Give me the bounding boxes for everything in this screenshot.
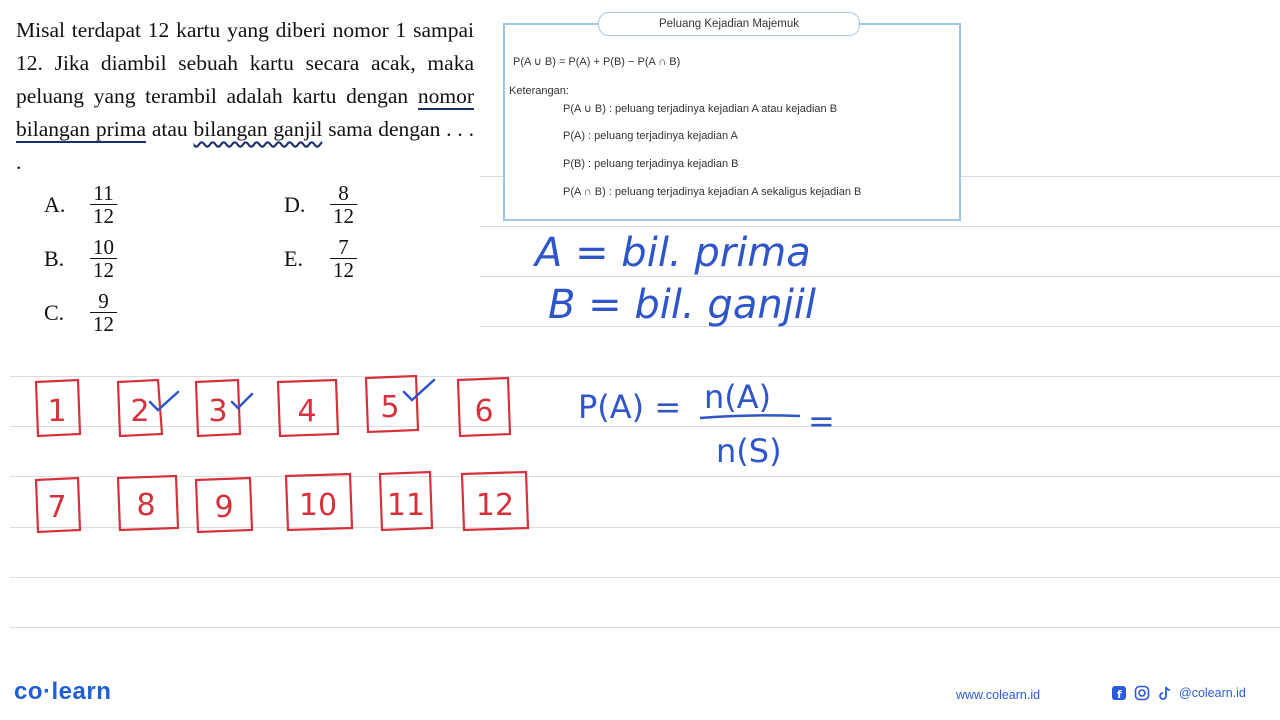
footer-social	[1110, 684, 1246, 702]
hand-line-a: A = bil. prima	[535, 230, 811, 276]
hand-line-b: B = bil. ganjil	[548, 282, 817, 328]
check-mark	[404, 380, 434, 400]
fraction: $\frac{11}{12}$	[90, 182, 117, 227]
formula-main: P(A ∪ B) = P(A) + P(B) − P(A ∩ B)	[513, 56, 681, 68]
option-b[interactable]: B. $\frac{10}{12}$	[44, 236, 117, 281]
card-number: 5	[380, 390, 400, 425]
fraction: $\frac{10}{12}$	[90, 236, 117, 281]
card-number: 10	[298, 488, 338, 523]
hand-equals: =	[808, 402, 835, 440]
keterangan-item: P(B) : peluang terjadinya kejadian B	[563, 158, 739, 170]
highlight-prime: nomor bilangan prima	[16, 84, 474, 141]
formula-box-title: Peluang Kejadian Majemuk	[598, 12, 860, 36]
check-mark	[150, 392, 178, 410]
tiktok-icon[interactable]	[1156, 684, 1174, 702]
social-handle[interactable]: @colearn.id	[1179, 686, 1246, 700]
option-c[interactable]: C. $\frac{9}{12}$	[44, 290, 117, 335]
fraction: $\frac{9}{12}$	[90, 290, 117, 335]
keterangan-item: P(A ∪ B) : peluang terjadinya kejadian A atau kejadian B	[563, 103, 838, 115]
option-a[interactable]: A. $\frac{11}{12}$	[44, 182, 117, 227]
card-number: 11	[386, 488, 426, 523]
check-mark	[232, 394, 252, 408]
fraction-bar	[700, 415, 800, 418]
instagram-icon[interactable]	[1133, 684, 1151, 702]
card-number: 3	[208, 394, 228, 429]
question-text: Misal terdapat 12 kartu yang diberi nomor 1 sampai 12. Jika diambil sebuah kartu secara acak, maka peluang yang terambil adalah kartu dengan nomor bilangan prima atau bilangan ganjil sama dengan . . . .	[16, 18, 474, 174]
option-e[interactable]: E. $\frac{7}{12}$	[284, 236, 357, 281]
facebook-icon[interactable]	[1110, 684, 1128, 702]
card-number: 4	[297, 394, 317, 429]
hand-formula-lhs: P(A) =	[578, 388, 682, 426]
card-number: 2	[130, 394, 150, 429]
card-number: 9	[214, 490, 234, 525]
keterangan-item: P(A ∩ B) : peluang terjadinya kejadian A sekaligus kejadian B	[563, 186, 862, 198]
footer-url[interactable]: www.colearn.id	[956, 688, 1041, 702]
card-number: 1	[47, 394, 67, 429]
fraction: $\frac{8}{12}$	[330, 182, 357, 227]
fraction: $\frac{7}{12}$	[330, 236, 357, 281]
highlight-odd: bilangan ganjil	[193, 117, 323, 141]
hand-denominator: n(S)	[716, 432, 782, 470]
card-number: 12	[475, 488, 515, 523]
colearn-logo: co·learn	[14, 678, 112, 705]
card-number: 8	[136, 488, 156, 523]
card-number: 6	[474, 394, 494, 429]
svg-text:f: f	[1117, 688, 1122, 701]
option-d[interactable]: D. $\frac{8}{12}$	[284, 182, 357, 227]
keterangan-label: Keterangan:	[509, 85, 569, 97]
keterangan-item: P(A) : peluang terjadinya kejadian A	[563, 130, 738, 142]
hand-numerator: n(A)	[704, 378, 772, 416]
card-number: 7	[47, 490, 67, 525]
